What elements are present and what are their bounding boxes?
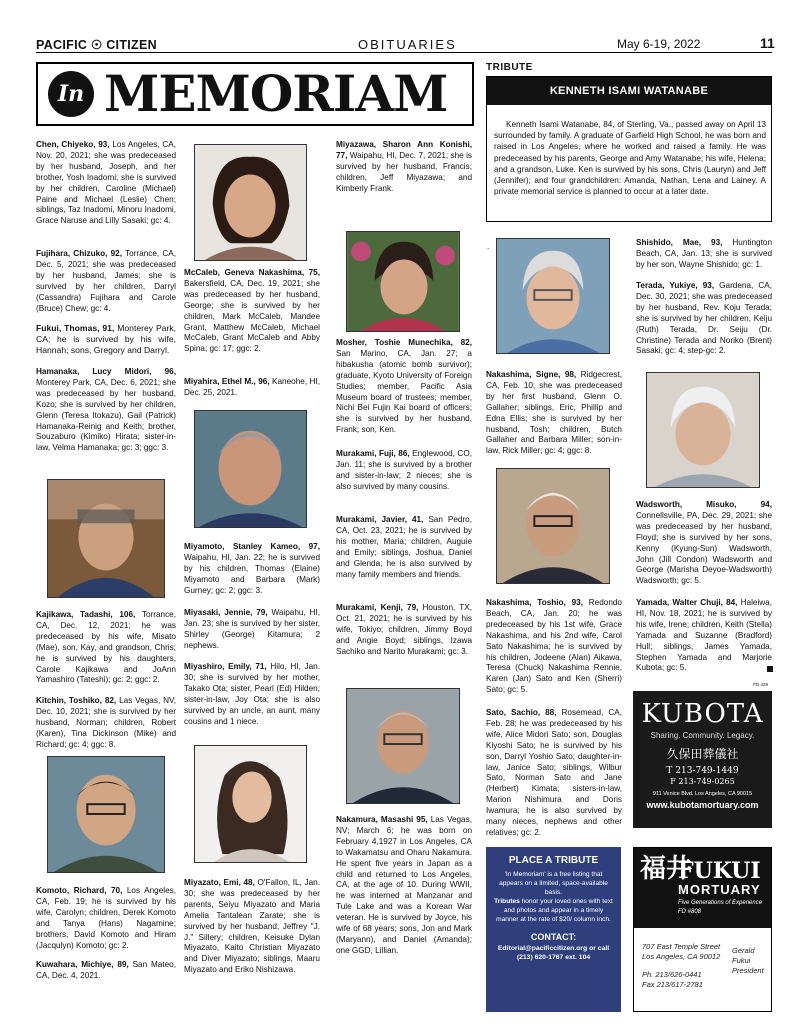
obit-kitchin: Kitchin, Toshiko, 82, Las Vegas, NV, Dec. 10, 2021; she is survived by her husband, Norman; children, Robert (Karen), Tina Dickinson (Mike) and Richard; gc: 4; ggc: 8. [36,696,176,749]
obit-murakami-javier: Murakami, Javier, 41, San Pedro, CA, Oct. 23, 2021; he is survived by his mother, Maria; children, Auguie and Emily; siblings, Joshua, Daniel and Glenda; he is also survived by many family members and friends. [336,515,472,579]
obit-komoto: Komoto, Richard, 70, Los Angeles, CA, Feb. 19; he is survived by his wife, Carolyn; children, Derek Komoto and Tanya (Hans) Nagamine; brothers, David Komoto and Hiram (Jacqulyn) Komoto; gc: 2. [36,886,176,950]
obit-chen: Chen, Chiyeko, 93, Los Angeles, CA, Nov. 20, 2021; she was predeceased by her husband, Joseph, and her brother, Yosh Inadomi; she is survived by her children, Caroline (Michael) Paine and Michael (Leslie) Chen; siblings, Taz Inadomi, Minoru Inadomi, Grace Naruse and Lilly Sasaki; gc: 4. [36,140,176,226]
obit-nakamura: Nakamura, Masashi 95, Las Vegas, NV; March 6; he was born on February 4,1927 in Los Angeles, CA to Wakamatsu and Oharu Nakamura. He spent five years in Japan as a child and returned to Los Angeles, CA, at the age of 10. During WWII, he was interned at Manzanar and Tule Lake and was a Korean War veteran. He is survived by Joyce, his wife of 68 years; sons, Jon and Mark (Maryann), and Daniel (Amanda); one GGD, Lillian. [336,815,472,955]
tribute-body: Kenneth Isami Watanabe, 84, of Sterling, Va., passed away on April 13 surrounded by family. A graduate of Garfield High School, he was born and raised in Los Angeles, where he worked and raised a family. He was predeceased by his parents, George and Amy Watanabe; his wife, Helena; and a grandson, Luke. Ken is survived by his sons, Chris (Lauryn) and Jeff (Jennifer); and four grandchildren: Amanda, Nathan, Lena and Lainey. A private memorial service is planned to occur at a later date. [494,120,766,197]
photo-miyamoto [194,410,307,528]
masthead-logo: PACIFIC ☉ CITIZEN [36,38,157,52]
photo-nakashima-signe [496,238,610,354]
end-of-section-mark [767,666,773,672]
kubota-ad [633,682,772,828]
header-rule [36,52,772,53]
fukui-mortuary-word: MORTUARY [678,882,761,897]
obit-nakashima-toshio: Nakashima, Toshio, 93, Redondo Beach, CA, Jan. 20; he was predeceased by his 1st wife, Grace Nakashima, and his 2nd wife, Carol Sato Nakashima; he is survived by his children, Jodeene (Alan) Aikawa, Teresa (Chuck) Nakashima Rennie, Karen (Jan) Sato and Ken (Sherri) Sato; gc: 5. [486,598,622,695]
fukui-person-1: Gerald [732,946,755,955]
fukui-address-1: 707 East Temple Street [642,942,721,951]
fukui-mortuary-ad [633,847,772,1012]
photo-mccaleb [194,144,307,261]
section-title: OBITUARIES [358,37,457,52]
obit-mccaleb: McCaleb, Geneva Nakashima, 75, Bakersfield, CA, Dec. 19, 2021; she was predeceased by her husband, George; she is survived by her children, Mark McCaleb, Mandee Grant, Matthew McCaleb, Michael McCaleb, Grant McCaleb and Abby Spina; gc: 17; ggc: 2. [184,268,320,354]
photo-komoto [47,756,165,873]
fukui-kanji: 福井 [640,854,693,884]
kubota-tagline: Sharing. Community. Legacy. [650,731,755,740]
kubota-website: www.kubotamortuary.com [646,800,759,810]
kubota-address: 911 Venice Blvd. Los Angeles, CA 90015 [652,791,753,797]
in-memoriam-banner [36,62,474,126]
obit-fujihara: Fujihara, Chizuko, 92, Torrance, CA, Dec. 5, 2021; she was predeceased by her husband, James; she is survived by her children, Darryl (Cassandra) Fujihara and Carole (Bruce) Chew; gc: 4. [36,249,176,313]
tribute-label: TRIBUTE [486,62,533,73]
photo-miyazato [194,745,307,863]
fukui-fd-number: FD #808 [678,909,702,915]
obit-murakami-kenji: Murakami, Kenji, 79, Houston, TX, Oct. 21, 2021; he is survived by his wife, Tokiyo; children, Jimmy Boyd and Angie Boyd; siblings, Izawa Sachiko and Narito Murakami; gc: 3. [336,603,472,656]
issue-date: May 6-19, 2022 [617,37,701,51]
fukui-address-2: Los Angeles, CA 90012 [642,952,721,961]
obit-kuwahara: Kuwahara, Michiye, 89, San Mateo, CA, Dec. 4, 2021. [36,960,176,980]
kubota-name: KUBOTA [641,699,764,729]
photo-nakashima-toshio [496,468,610,584]
photo-kajikawa [47,479,165,598]
obit-murakami-fuji: Murakami, Fuji, 86, Englewood, CO, Jan. 11; she is survived by a brother and sister-in-law; 2 nieces; she is also survived by many cousins. [336,449,472,491]
kubota-phone: T 213-749-1449 [666,766,739,776]
place-tribute-title: PLACE A TRIBUTE [508,855,599,866]
photo-mosher [346,231,460,332]
fukui-phone: Ph. 213/626-0441 [642,970,702,979]
obit-sato: Sato, Sachio, 88, Rosemead, CA, Feb. 28; he was predeceased by his wife, Alice Midori Sato; son, Douglas Kiyoshi Sato; he is survived by his son, Darryl Yoshio Sato; daughter-in-law, Janice Sato; siblings, Wilbur Sato, Norman Sato and Jane (Herbert) Kimata; sisters-in-law, Marion Nishimura and Doris Iwamura; he is also survived by many nieces, nephews and other relatives; gc: 2. [486,708,622,837]
place-tribute-contact: Editorial@pacificcitizen.org or call (213) 620-1767 ext. 104 [497,945,610,961]
obit-hamanaka: Hamanaka, Lucy Midori, 96, Monterey Park, CA, Dec. 6, 2021; she was predeceased by her husband, Kozo; she is survived by her children, Glenn (Teresa Itokazu), Gail (Patrick) Hamanaka-Reinig and Keith; brother, Souzaburo (Kimiko) Hirata; sister-in-law, Velma Hamanaka; gc: 3; ggc: 3. [36,367,176,453]
place-tribute-body-1: 'In Memoriam' is a free listing that appears on a limited, space-available basis. [499,871,608,896]
fukui-fax: Fax 213/617-2781 [642,980,703,989]
obit-fukui: Fukui, Thomas, 91, Monterey Park, CA; he is survived by his wife, Hannah; sons, Gregory and Darryl. [36,323,176,355]
kubota-fd-code: FD 429 [753,682,768,687]
obit-nakashima-signe: Nakashima, Signe, 98, Ridgecrest, CA, Feb. 10; she was predeceased by her first husband, Glenn O. Gallaher; siblings, Eric, Phillip and Edna Ellis; she is survived by her husband, Tosh; children, Butch Gallaher and Barbara Miller; son-in-law, Rick Miller; gc: 4; ggc: 8. [486,370,623,456]
obit-mosher: Mosher, Toshie Munechika, 82, San Marino, CA, Jan. 27; a hibakusha (atomic bomb survivor); graduate, Kyoto University of Foreign Studies; member, Pacific Asia Museum board of trustees; member, Nichi Bei Fujin Kai board of officers; she is survived by her husband, Frank; son, Ken. [336,338,472,435]
memoriam-heading: MEMORIAM [104,64,448,123]
obit-miyahira: Miyahira, Ethel M., 96, Kaneohe, HI, Dec. 25, 2021. [184,377,320,397]
obit-miyasaki: Miyasaki, Jennie, 79, Waipahu, HI, Jan. 23; she is survived by her sister, Shirley (George) Kitamura; 2 nephews. [184,608,321,650]
obit-yamada: Yamada, Walter Chuji, 84, Haleiwa, HI, Nov. 18, 2021; he is survived by his wife, Irene; children, Keith (Stella) Yamada and Suzanne (Bradford) Hull; siblings, James Yamada, Stephen Yamada and Marjorie Kubota; gc: 5. [636,598,772,673]
place-tribute-body-2: Tributes honor your loved ones with text and photos and appear in a timely manner at the rate of $20/ column inch. [494,898,613,923]
fukui-person-3: President [732,966,764,975]
obit-kajikawa: Kajikawa, Tadashi, 106, Torrance, CA, Dec. 12, 2021; he was predeceased by his wife, Misato (Mae), son, Kay, and grandson, Chris; he is survived by his daughters, Carole Kajikawa and JoAnn Yamashiro (Tateshi); gc: 2; ggc: 2. [36,610,176,685]
fukui-name: FUKUI [678,858,761,884]
fukui-generations: Five Generations of Experience [678,900,763,906]
obit-miyazawa: Miyazawa, Sharon Ann Konishi, 77, Waipahu, HI, Dec. 7, 2021; she is survived by her husband, Francis; children, Jeff Miyazawa; and Kimberly Frank. [336,140,472,193]
place-tribute-contact-title: CONTACT: [530,932,577,942]
obit-wadsworth: Wadsworth, Misuko, 94, Connellsville, PA, Dec. 29, 2021; she was predeceased by her husband, Floyd; she is survived by her sons, Kenny (Kyung-Sun) Wadsworth, John (Jill Condon) Wadsworth and George (Marisha Deyoe-Wadsworth) Wadsworth; gc: 5. [636,500,772,586]
obit-miyamoto: Miyamoto, Stanley Kameo, 97, Waipahu, HI, Jan. 22; he is survived by his children, Thomas (Elaine) Miyamoto and Barbara (Mark) Gurney; gc: 2; ggc: 3. [184,542,320,595]
fukui-ad-header [634,848,771,928]
obit-terada: Terada, Yukiye, 93, Gardena, CA, Dec. 30, 2021; she was predeceased by her husband, Rev. Koju Terada; she is survived by her children, Keiju (Ruth) Terada, Dr. Seiju (Dr. Christine) Terada and Noriko (Brent) Sasaki; gc: 4; step-gc: 2. [636,281,772,356]
fukui-ad-contact [634,928,771,1012]
obit-miyazato: Miyazato, Emi, 48, O'Fallon, IL, Jan. 30; she was predeceased by her parents, Seiyu Miyazato and Maria Amelia Tantalean Zarate; she is survived by her husband, Jeffrey "J. J." Sillery; children, Keisuke Dylan Miyazato, Kaito Christian Miyazato and Diver Miyazato; siblings, Maaru Miyazato and Eriko Nishizawa. [184,878,320,975]
photo-nakamura [346,688,460,804]
obit-miyashiro: Miyashiro, Emily, 71, Hilo, HI, Jan. 30; she is survived by her mother, Takako Ota; sister, Pearl (Ed) Hilden; sister-in-law, Joy Ota; she is also survived by an uncle, an aunt, many cousins and 1 niece. [184,662,320,726]
in-initial-badge: In [48,71,94,117]
kubota-fax: F 213-749-0265 [670,777,735,786]
obit-shishido: Shishido, Mae, 93, Huntington Beach, CA, Jan. 13; she is survived by her son, Wayne Shishido; gc: 1. [636,238,772,269]
tribute-title: KENNETH ISAMI WATANABE [487,77,771,105]
stray-dot: . [487,242,490,251]
photo-wadsworth [646,372,760,488]
fukui-person-2: Fukui [732,956,751,965]
place-a-tribute-box [486,847,621,1012]
kubota-japanese-name: 久保田葬儀社 [666,747,739,761]
page-number: 11 [760,35,775,51]
